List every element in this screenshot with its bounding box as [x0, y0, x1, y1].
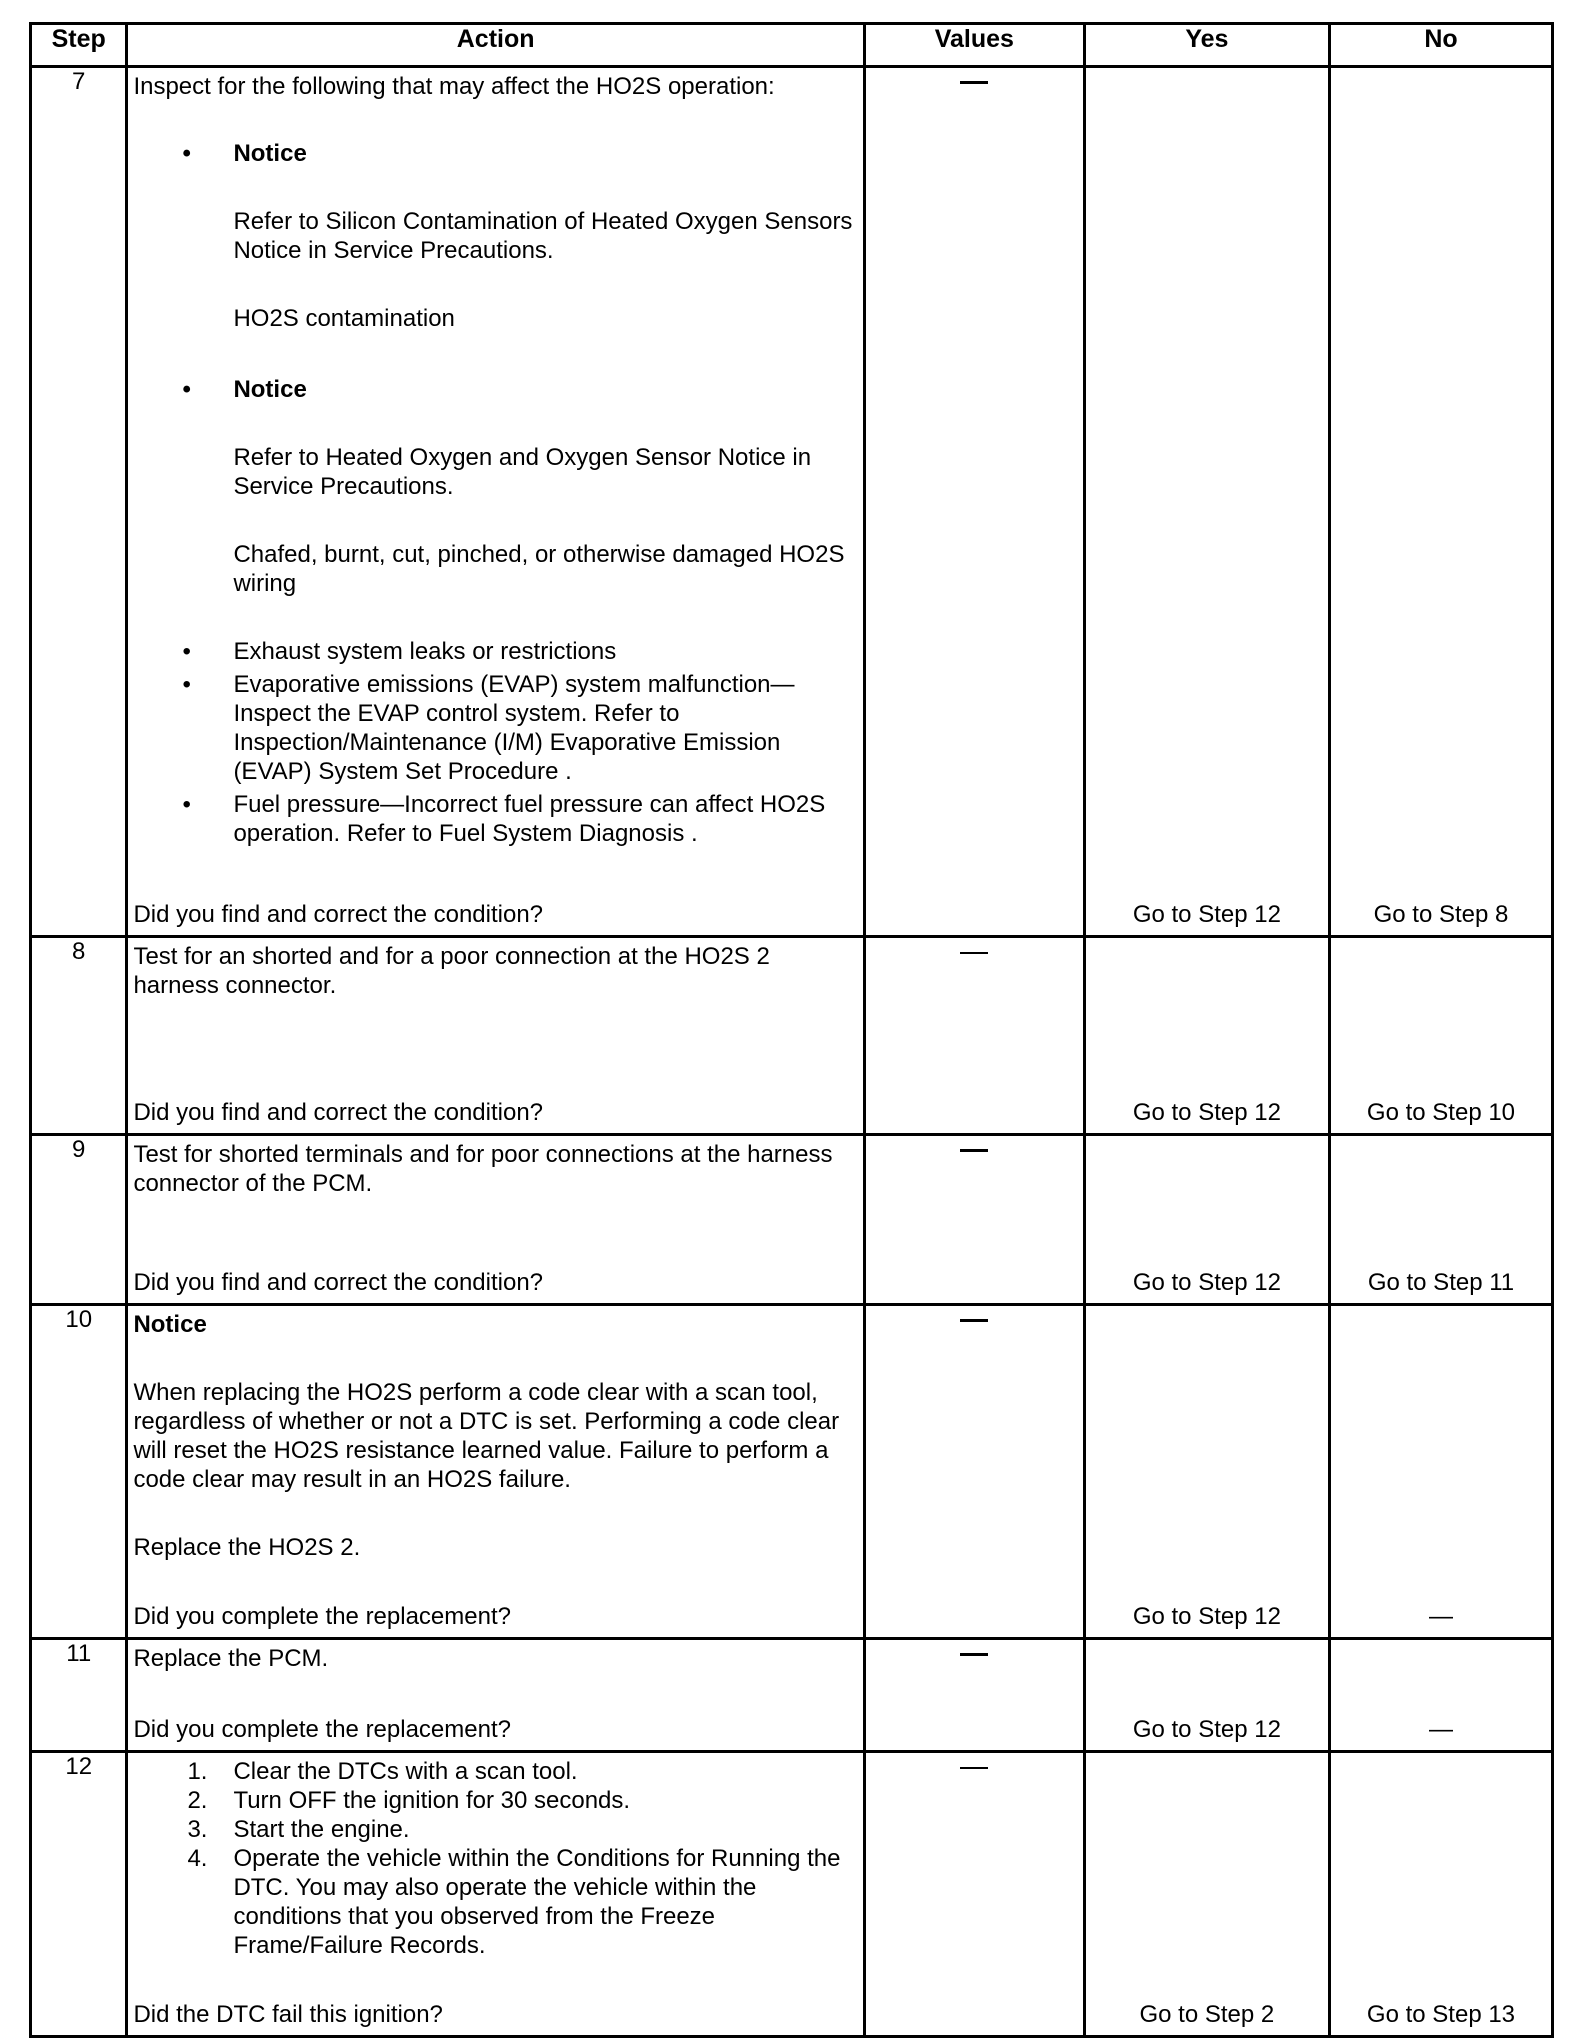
action-text: Replace the HO2S 2.: [133, 1534, 361, 1561]
yes-link[interactable]: Go to Step 12: [1132, 1269, 1281, 1296]
yes-link[interactable]: Go to Step 2: [1139, 2001, 1275, 2028]
yes-link[interactable]: Go to Step 12: [1132, 1716, 1281, 1743]
list-item: • Evaporative emissions (EVAP) system malfunction—Inspect the EVAP control system. Refer to Inspection/Maintenance (I/M) Evaporative Emission (EVAP) System Set Procedure .: [133, 670, 858, 786]
action-cell: [127, 1305, 864, 1639]
numbered-step: [133, 1786, 858, 1815]
dash-mark: [960, 1319, 988, 1322]
notice-label: Notice: [133, 1311, 207, 1338]
action-text: Test for shorted terminals and for poor connections at the harness connector of the PCM.: [133, 1141, 833, 1197]
notice-text: Refer to Silicon Contamination of Heated Oxygen Sensors Notice in Service Precautions.: [233, 208, 853, 264]
no-cell: [1329, 1639, 1552, 1752]
action-question: Did you complete the replacement?: [133, 1716, 511, 1743]
step-number: 8: [31, 937, 127, 1135]
no-link[interactable]: Go to Step 13: [1366, 2001, 1516, 2028]
no-value: —: [1428, 1716, 1453, 1743]
step-text: Clear the DTCs with a scan tool.: [233, 1758, 578, 1785]
yes-cell: [1084, 1305, 1329, 1639]
numbered-step: [133, 1844, 858, 1960]
action-cell: [127, 1639, 864, 1752]
action-cell: [127, 67, 864, 937]
table-row: [31, 1305, 1553, 1639]
dash-mark: [960, 1767, 988, 1769]
numbered-step: [133, 1815, 858, 1844]
step-number: 10: [31, 1305, 127, 1639]
action-cell: [127, 937, 864, 1135]
action-question: Did the DTC fail this ignition?: [133, 2001, 443, 2028]
step-index: 1.: [187, 1758, 208, 1785]
yes-link[interactable]: Go to Step 12: [1132, 901, 1281, 928]
no-cell: [1329, 67, 1552, 937]
table-row: [31, 1135, 1553, 1305]
header-values: Values: [864, 24, 1084, 67]
values-cell: [864, 1135, 1084, 1305]
step-index: 2.: [187, 1787, 208, 1814]
yes-cell: [1084, 1639, 1329, 1752]
values-cell: [864, 1639, 1084, 1752]
step-number: 9: [31, 1135, 127, 1305]
yes-link[interactable]: Go to Step 12: [1132, 1603, 1281, 1630]
table-row: [31, 937, 1553, 1135]
values-cell: [864, 1305, 1084, 1639]
table-row: [31, 67, 1553, 937]
list-item: Chafed, burnt, cut, pinched, or otherwise damaged HO2S wiring: [233, 541, 845, 597]
no-cell: [1329, 1305, 1552, 1639]
dash-mark: [960, 1653, 988, 1656]
notice-text: When replacing the HO2S perform a code clear with a scan tool, regardless of whether or not a DTC is set. Performing a code clear will reset the HO2S resistance learned value. Failure to perform a code clear may result in an HO2S failure.: [133, 1379, 840, 1493]
no-link[interactable]: Go to Step 11: [1367, 1269, 1515, 1296]
notice-text: Refer to Heated Oxygen and Oxygen Sensor Notice in Service Precautions.: [233, 444, 812, 500]
values-cell: [864, 937, 1084, 1135]
step-index: 4.: [187, 1845, 208, 1872]
no-cell: [1329, 937, 1552, 1135]
no-value: —: [1428, 1603, 1453, 1630]
header-yes: Yes: [1084, 24, 1329, 67]
step-number: 12: [31, 1752, 127, 2037]
yes-cell: [1084, 937, 1329, 1135]
action-question: Did you find and correct the condition?: [133, 1269, 544, 1296]
dash-mark: [960, 1149, 988, 1152]
yes-link[interactable]: Go to Step 12: [1132, 1099, 1281, 1126]
no-link[interactable]: Go to Step 10: [1366, 1099, 1516, 1126]
step-number: 7: [31, 67, 127, 937]
yes-cell: [1084, 67, 1329, 937]
diagnostic-table: [29, 22, 1554, 2038]
notice-label: • Notice: [133, 375, 858, 404]
action-cell: [127, 1135, 864, 1305]
header-no: No: [1329, 24, 1552, 67]
no-link[interactable]: Go to Step 8: [1373, 901, 1509, 928]
action-question: Did you find and correct the condition?: [133, 1099, 544, 1126]
list-item: HO2S contamination: [233, 305, 455, 332]
step-index: 3.: [187, 1816, 208, 1843]
header-action: Action: [127, 24, 864, 67]
yes-cell: [1084, 1752, 1329, 2037]
action-text: Test for an shorted and for a poor connection at the HO2S 2 harness connector.: [133, 943, 770, 999]
table-row: [31, 1752, 1553, 2037]
no-cell: [1329, 1135, 1552, 1305]
dash-mark: [960, 952, 988, 954]
action-text: Replace the PCM.: [133, 1645, 329, 1672]
values-cell: [864, 67, 1084, 937]
dash-mark: [960, 81, 988, 84]
action-question: Did you find and correct the condition?: [133, 901, 544, 928]
header-row: [31, 24, 1553, 67]
action-intro: Inspect for the following that may affect the HO2S operation:: [133, 73, 775, 100]
no-cell: [1329, 1752, 1552, 2037]
list-item: • Fuel pressure—Incorrect fuel pressure can affect HO2S operation. Refer to Fuel System Diagnosis .: [133, 790, 858, 848]
step-text: Start the engine.: [233, 1816, 410, 1843]
header-step: Step: [31, 24, 127, 67]
yes-cell: [1084, 1135, 1329, 1305]
notice-label: • Notice: [133, 139, 858, 168]
numbered-step: [133, 1757, 858, 1786]
action-cell: [127, 1752, 864, 2037]
action-question: Did you complete the replacement?: [133, 1603, 511, 1630]
step-text: Turn OFF the ignition for 30 seconds.: [233, 1787, 631, 1814]
step-number: 11: [31, 1639, 127, 1752]
values-cell: [864, 1752, 1084, 2037]
table-row: [31, 1639, 1553, 1752]
list-item: • Exhaust system leaks or restrictions: [133, 637, 858, 666]
step-text: Operate the vehicle within the Conditions for Running the DTC. You may also operate the vehicle within the conditions that you observed from the Freeze Frame/Failure Records.: [233, 1845, 841, 1959]
